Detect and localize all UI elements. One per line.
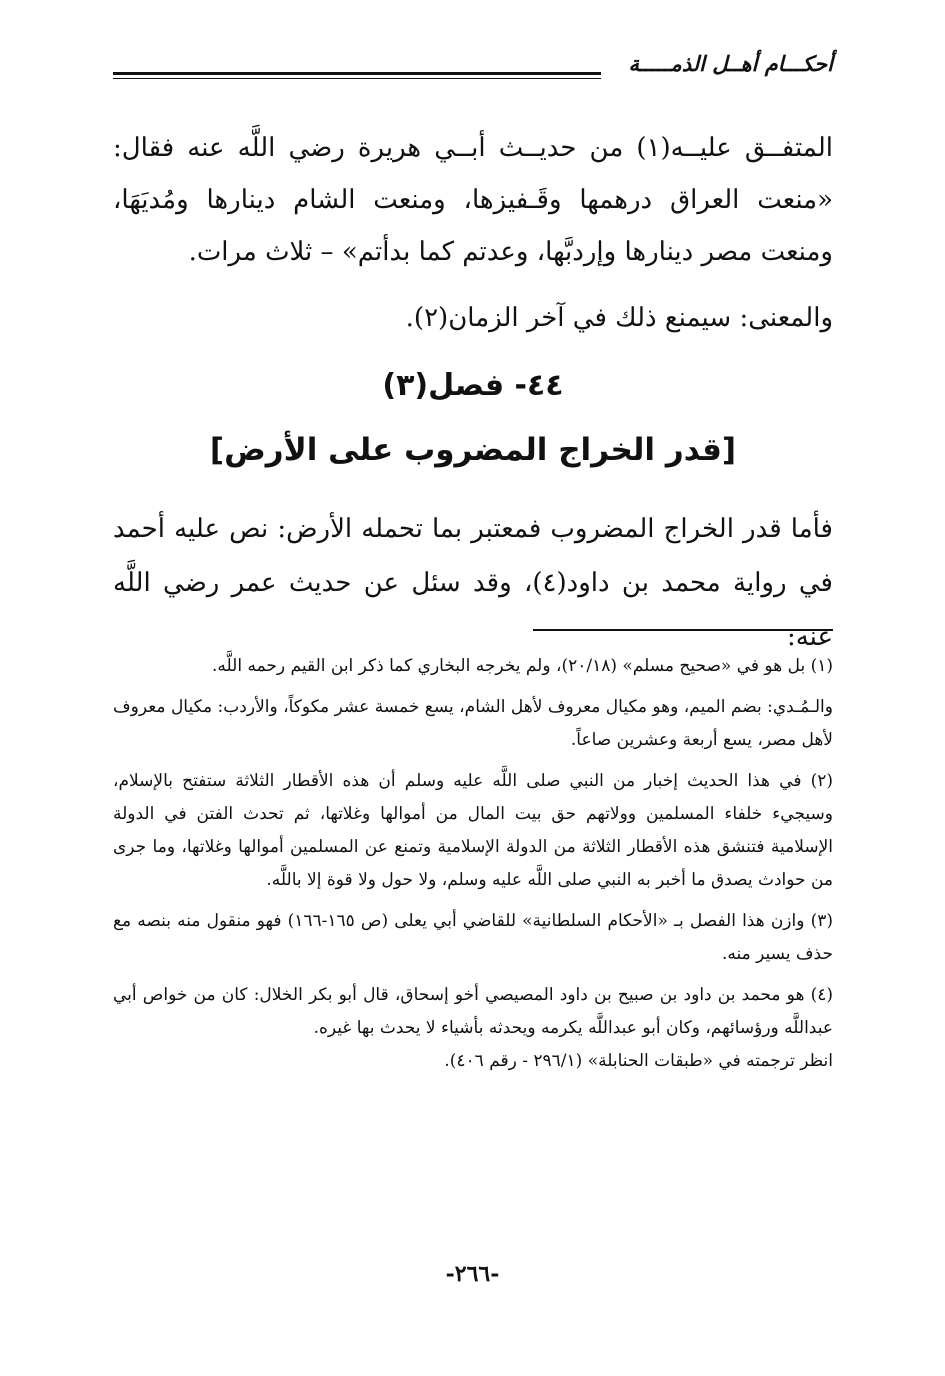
page-number: -٢٦٦- <box>445 1261 500 1287</box>
paragraph-meaning: والمعنى: سيمنع ذلك في آخر الزمان(٢). <box>405 303 833 333</box>
section-title: [قدر الخراج المضروب على الأرض] <box>209 432 737 468</box>
main-text-bottom <box>113 502 833 664</box>
footnote-4: (٤) هو محمد بن داود بن صبيح بن داود المصيصي أخو إسحاق، قال أبو بكر الخلال: كان من خواص أبي عبداللَّه ورؤسائهم، وكان أبو عبداللَّه يكرمه ويحدثه بأشياء لا يحدث بها غيره. <box>113 985 833 1038</box>
section-heading: ٤٤- فصل(٣) <box>382 368 564 403</box>
running-header <box>113 48 833 88</box>
footnote-3: (٣) وازن هذا الفصل بـ «الأحكام السلطانية» للقاضي أبي يعلى (ص ١٦٥-١٦٦) فهو منقول منه بنصه مع حذف يسير منه. <box>113 911 833 964</box>
paragraph-hadith: المتفــق عليــه(١) من حديــث أبــي هريرة رضي اللَّه عنه فقال: «منعت العراق درهمها وقَـفيزها، ومنعت الشام دينارها ومُديَهَا، ومنعت مصر دينارها وإردبَّها، وعدتم كما بدأتم» – ثلاث مرات. <box>113 133 833 267</box>
footnote-1-continued: والـمُـدي: بضم الميم، وهو مكيال معروف لأهل الشام، يسع خمسة عشر مكوكاً، والأردب: مكيال معروف لأهل مصر، يسع أربعة وعشرين صاعاً. <box>113 697 833 750</box>
paragraph-kharaj: فأما قدر الخراج المضروب فمعتبر بما تحمله الأرض: نص عليه أحمد في رواية محمد بن داود(٤)، وقد سئل عن حديث عمر رضي اللَّه عنه: <box>113 514 833 652</box>
footnotes <box>113 650 833 1086</box>
footnote-2: (٢) في هذا الحديث إخبار من النبي صلى اللَّه عليه وسلم أن هذه الأقطار الثلاثة ستفتح بالإسلام، وسيجيء خلفاء المسلمين وولاتهم حق بيت المال من أموالها وغلاتها، ثم تحدث الفتن في الدولة الإسلامية فتنشق هذه الأقطار الثلاثة من الدولة الإسلامية وتمنع عن المسلمين أموالها وغلاتها، وما جرى من حوادث يصدق ما أخبر به النبي صلى اللَّه عليه وسلم، ولا حول ولا قوة إلا باللَّه. <box>113 771 833 890</box>
main-text-top <box>113 122 833 344</box>
footnote-4-reference: انظر ترجمته في «طبقات الحنابلة» (٢٩٦/١ - رقم ٤٠٦). <box>444 1051 833 1071</box>
book-title: أحكـــام أهــل الذمـــــة <box>628 52 833 76</box>
footnote-1: (١) بل هو في «صحيح مسلم» (٢٠/١٨)، ولم يخرجه البخاري كما ذكر ابن القيم رحمه اللَّه. <box>212 656 833 676</box>
header-rule <box>113 72 601 79</box>
footnote-separator <box>533 629 833 631</box>
